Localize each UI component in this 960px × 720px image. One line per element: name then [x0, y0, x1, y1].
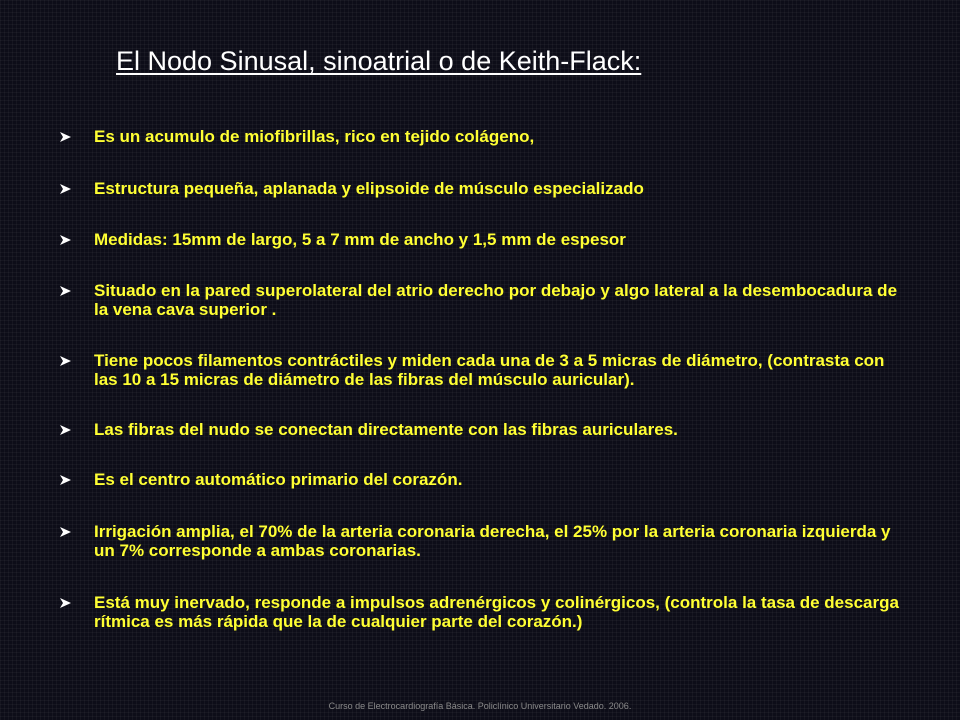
bullet-text: Está muy inervado, responde a impulsos adrenérgicos y colinérgicos, (controla la tasa de descarga rítmica es más rápida que la de cualquier parte del corazón.)	[94, 593, 899, 631]
arrow-bullet-icon	[60, 281, 94, 296]
arrow-bullet-icon	[60, 470, 94, 485]
bullet-text: Estructura pequeña, aplanada y elipsoide de músculo especializado	[94, 179, 644, 198]
bullet-item	[60, 470, 900, 489]
bullet-item	[60, 420, 900, 439]
arrow-bullet-icon	[60, 420, 94, 435]
bullet-text: Es un acumulo de miofibrillas, rico en tejido colágeno,	[94, 127, 535, 146]
bullet-item	[60, 522, 900, 560]
bullet-item	[60, 593, 900, 631]
bullet-item	[60, 281, 900, 319]
arrow-bullet-icon	[60, 179, 94, 194]
arrow-bullet-icon	[60, 593, 94, 608]
bullet-item	[60, 230, 900, 249]
arrow-bullet-icon	[60, 127, 94, 142]
bullet-text: Tiene pocos filamentos contráctiles y miden cada una de 3 a 5 micras de diámetro, (contrasta con las 10 a 15 micras de diámetro de las fibras del músculo auricular).	[94, 351, 885, 389]
bullet-text: Las fibras del nudo se conectan directamente con las fibras auriculares.	[94, 420, 678, 439]
bullet-text: Es el centro automático primario del corazón.	[94, 470, 463, 489]
arrow-bullet-icon	[60, 230, 94, 245]
slide-footer: Curso de Electrocardiografía Básica. Policlínico Universitario Vedado. 2006.	[328, 701, 632, 711]
bullet-text: Medidas: 15mm de largo, 5 a 7 mm de ancho y 1,5 mm de espesor	[94, 230, 626, 249]
arrow-bullet-icon	[60, 351, 94, 366]
arrow-bullet-icon	[60, 522, 94, 537]
slide-title: El Nodo Sinusal, sinoatrial o de Keith-Flack:	[116, 46, 642, 76]
bullet-item	[60, 127, 900, 146]
bullet-text: Irrigación amplia, el 70% de la arteria coronaria derecha, el 25% por la arteria coronaria izquierda y un 7% corresponde a ambas coronarias.	[94, 522, 891, 560]
bullet-item	[60, 179, 900, 198]
bullet-text: Situado en la pared superolateral del atrio derecho por debajo y algo lateral a la desembocadura de la vena cava superior .	[94, 281, 898, 319]
bullet-item	[60, 351, 900, 389]
